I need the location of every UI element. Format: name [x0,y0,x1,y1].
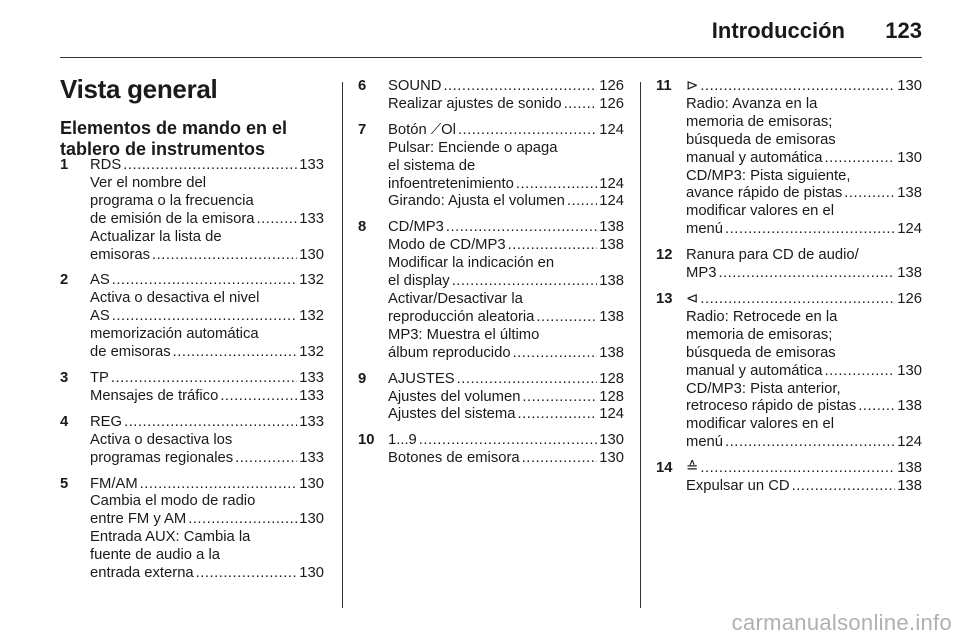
entry-line [388,432,624,450]
entry-line [686,132,922,150]
page-reference[interactable]: 128 [599,388,624,405]
entry-text: Expulsar un CD [686,478,790,495]
page-reference[interactable]: 138 [897,478,922,495]
page-reference[interactable]: 132 [299,344,324,361]
page-reference[interactable]: 138 [897,398,922,415]
column-divider-1 [342,82,343,608]
entry-text: Ajustes del sistema [388,406,516,423]
entry-line [90,211,324,229]
entry-text: ⊲ [686,290,699,307]
column-divider-2 [640,82,641,608]
page-reference[interactable]: 133 [299,369,324,386]
entry-line [388,371,624,389]
entry-text: el display [388,273,450,290]
entry-line [90,565,324,583]
page-reference[interactable]: 138 [599,308,624,325]
dot-leader [173,344,298,362]
dot-leader [517,406,597,424]
subheading: Elementos de mando en el tablero de instrumentos [60,118,288,159]
entry-line [686,114,922,132]
entry-line [388,255,624,273]
entry-text: manual y automática [686,362,823,379]
entry-text: CD/MP3: Pista siguiente, [686,167,851,184]
dot-leader [718,265,895,283]
dot-leader [825,150,896,168]
entry-text: avance rápido de pistas [686,185,843,202]
page-reference[interactable]: 130 [599,432,624,449]
page-reference[interactable]: 130 [299,246,324,263]
dot-leader [220,388,297,406]
dot-leader [792,478,896,496]
index-entry [358,432,624,468]
entry-line [388,140,624,158]
page-reference[interactable]: 124 [599,121,624,138]
entry-line [388,237,624,255]
entry-text: memoria de emisoras; [686,113,833,130]
entry-line [686,265,922,283]
entry-text: fuente de audio a la [90,547,220,564]
entry-line [90,193,324,211]
page-reference[interactable]: 130 [299,565,324,582]
entry-number: 10 [358,432,375,449]
entry-text: Activa o desactiva los [90,431,233,448]
dot-leader [140,476,298,494]
dot-leader [513,345,598,363]
dot-leader [457,371,598,389]
entry-line [90,290,324,308]
entry-line [686,416,922,434]
entry-text: Activa o desactiva el nivel [90,290,260,307]
page-reference[interactable]: 138 [897,460,922,477]
entry-line [686,291,922,309]
page-reference[interactable]: 130 [299,475,324,492]
entry-line [686,78,922,96]
entry-line [388,96,624,114]
entry-line [388,273,624,291]
entry-text: búsqueda de emisoras [686,131,836,148]
page-reference[interactable]: 130 [897,362,922,379]
page-reference[interactable]: 133 [299,449,324,466]
entry-text: memoria de emisoras; [686,326,833,343]
entry-line [388,309,624,327]
dot-leader [458,122,597,140]
entry-text: Cambia el modo de radio [90,493,256,510]
entry-text: Modo de CD/MP3 [388,237,506,254]
entry-text: AS [90,272,110,289]
dot-leader [700,460,895,478]
entry-text: menú [686,434,724,451]
entry-line [90,272,324,290]
entry-text: de emisión de la emisora [90,210,255,227]
dot-leader [516,176,597,194]
entry-text: AS [90,308,110,325]
watermark: carmanualsonline.info [731,610,952,635]
entry-text: REG [90,413,123,430]
page-reference[interactable]: 126 [599,78,624,94]
dot-leader [825,363,896,381]
dot-leader [522,450,598,468]
page-reference[interactable]: 138 [599,344,624,361]
index-entry [656,78,922,239]
index-entry [358,219,624,362]
entry-text: manual y automática [686,149,823,166]
entry-text: Mensajes de tráfico [90,387,219,404]
entry-line [90,547,324,565]
dot-leader [112,272,298,290]
entry-text: ⊳ [686,78,699,94]
entry-text: retroceso rápido de pistas [686,398,857,415]
dot-leader [196,565,298,583]
entry-text: Botón ⟋Ol [388,121,456,138]
entry-line [90,432,324,450]
entry-text: entrada externa [90,565,194,582]
dot-leader [858,398,895,416]
entry-line [686,460,922,478]
entry-text: Modificar la indicación en [388,255,555,272]
dot-leader [564,96,598,114]
entry-line [686,185,922,203]
index-entry [60,414,324,468]
entry-text: programas regionales [90,449,234,466]
entry-number: 8 [358,219,367,236]
entry-text: Realizar ajustes de sonido [388,95,562,112]
index-entry [60,476,324,583]
entry-text: RDS [90,157,122,173]
entry-line [686,363,922,381]
page-number: 123 [885,18,922,43]
page-reference[interactable]: 124 [599,406,624,423]
index-entry [358,371,624,425]
dot-leader [152,247,297,265]
dot-leader [700,291,895,309]
entry-text: CD/MP3 [388,219,444,236]
page-reference[interactable]: 133 [299,210,324,227]
entry-line [388,389,624,407]
page-reference[interactable]: 126 [897,290,922,307]
dot-leader [446,219,597,237]
entry-line [686,221,922,239]
entry-text: Radio: Avanza en la [686,95,818,112]
entry-text: TP [90,369,109,386]
entry-line [90,476,324,494]
dot-leader [419,432,598,450]
entry-line [686,150,922,168]
entry-text: Ajustes del volumen [388,388,521,405]
entry-text: MP3 [686,265,717,282]
entry-line [388,193,624,211]
entry-number: 6 [358,78,367,94]
page-reference[interactable]: 138 [897,265,922,282]
entry-text: emisoras [90,246,151,263]
section-title: Vista general [60,74,218,104]
entry-line [90,157,324,175]
entry-text: el sistema de [388,157,476,174]
index-entry [656,291,922,452]
entry-text: 1...9 [388,432,417,449]
entry-line [388,158,624,176]
entry-line [686,398,922,416]
entry-text: modificar valores en el [686,203,835,220]
entry-line [90,229,324,247]
dot-leader [235,450,297,468]
dot-leader [452,273,598,291]
entry-line [686,327,922,345]
dot-leader [111,370,297,388]
entry-number: 5 [60,475,69,492]
dot-leader [112,308,298,326]
page-reference[interactable]: 124 [897,434,922,451]
entry-number: 13 [656,290,673,307]
index-entry [60,272,324,362]
entry-text: búsqueda de emisoras [686,344,836,361]
entry-line [90,529,324,547]
entry-number: 2 [60,272,69,289]
header-rule [60,57,922,58]
entry-text: modificar valores en el [686,416,835,433]
entry-line [686,345,922,363]
dot-leader [257,211,298,229]
running-header-title: Introducción [711,18,845,43]
dot-leader [725,221,895,239]
entry-line [686,96,922,114]
page-reference[interactable]: 130 [897,149,922,166]
entry-line [388,450,624,468]
entry-text: Ranura para CD de audio/ [686,247,859,264]
entry-line [90,326,324,344]
entry-line [686,381,922,399]
page-reference[interactable]: 124 [599,193,624,210]
entry-line [388,327,624,345]
entry-line [90,414,324,432]
entry-line [90,175,324,193]
entry-text: reproducción aleatoria [388,308,535,325]
entry-text: menú [686,221,724,238]
entry-line [686,434,922,452]
entry-line [388,345,624,363]
dot-leader [123,157,297,175]
dot-leader [567,193,597,211]
entry-text: de emisoras [90,344,171,361]
page-reference[interactable]: 138 [599,219,624,236]
dot-leader [844,185,895,203]
index-entry [358,122,624,212]
entry-text: álbum reproducido [388,344,511,361]
entry-line [686,478,922,496]
entry-text: MP3: Muestra el último [388,326,540,343]
entry-text: programa o la frecuencia [90,192,254,209]
entry-line [90,388,324,406]
dot-leader [522,389,597,407]
entry-text: infoentretenimiento [388,175,514,192]
dot-leader [536,309,597,327]
entry-line [388,122,624,140]
entry-text: memorización automática [90,326,259,343]
entry-text: AJUSTES [388,370,455,387]
page-reference[interactable]: 133 [299,157,324,173]
index-entry [656,247,922,283]
entry-line [90,247,324,265]
column-3 [656,78,922,504]
index-entry [60,370,324,406]
page-reference[interactable]: 138 [599,237,624,254]
entry-text: entre FM y AM [90,511,187,528]
entry-text: SOUND [388,78,442,94]
column-2 [358,78,624,476]
entry-text: Pulsar: Enciende o apaga [388,139,558,156]
dot-leader [700,78,895,96]
entry-text: Activar/Desactivar la [388,290,523,307]
page-reference[interactable]: 133 [299,387,324,404]
entry-text: Entrada AUX: Cambia la [90,529,251,546]
entry-line [686,309,922,327]
page-reference[interactable]: 130 [299,511,324,528]
page-reference[interactable]: 138 [897,185,922,202]
column-1 [60,157,324,591]
page-reference[interactable]: 132 [299,308,324,325]
entry-text: Radio: Retrocede en la [686,308,838,325]
entry-text: CD/MP3: Pista anterior, [686,380,841,397]
page-reference[interactable]: 124 [897,221,922,238]
entry-number: 14 [656,460,673,477]
entry-line [388,406,624,424]
index-entry [656,460,922,496]
entry-number: 7 [358,121,367,138]
page-reference[interactable]: 128 [599,370,624,387]
entry-line [686,203,922,221]
page-reference[interactable]: 130 [897,78,922,94]
page-reference[interactable]: 138 [599,273,624,290]
dot-leader [188,511,297,529]
entry-line [686,247,922,265]
entry-line [388,219,624,237]
entry-text: FM/AM [90,475,138,492]
entry-line [388,176,624,194]
dot-leader [725,434,895,452]
entry-line [90,344,324,362]
entry-number: 4 [60,413,69,430]
entry-number: 1 [60,157,69,173]
entry-line [90,370,324,388]
index-entry [60,157,324,264]
entry-line [388,78,624,96]
entry-text: Botones de emisora [388,450,520,467]
page-reference[interactable]: 124 [599,175,624,192]
entry-text: Actualizar la lista de [90,228,222,245]
page-reference[interactable]: 133 [299,413,324,430]
entry-text: Ver el nombre del [90,174,206,191]
dot-leader [508,237,598,255]
page-reference[interactable]: 130 [599,450,624,467]
entry-line [686,168,922,186]
entry-line [90,493,324,511]
dot-leader [124,414,297,432]
entry-number: 9 [358,370,367,387]
dot-leader [443,78,597,96]
index-entry [358,78,624,114]
page-reference[interactable]: 126 [599,95,624,112]
entry-text: Girando: Ajusta el volumen [388,193,565,210]
entry-line [90,308,324,326]
entry-line [90,511,324,529]
entry-number: 3 [60,369,69,386]
entry-line [90,450,324,468]
page-reference[interactable]: 132 [299,272,324,289]
entry-text: ≙ [686,460,699,477]
entry-number: 11 [656,78,672,94]
entry-number: 12 [656,247,673,264]
entry-line [388,291,624,309]
